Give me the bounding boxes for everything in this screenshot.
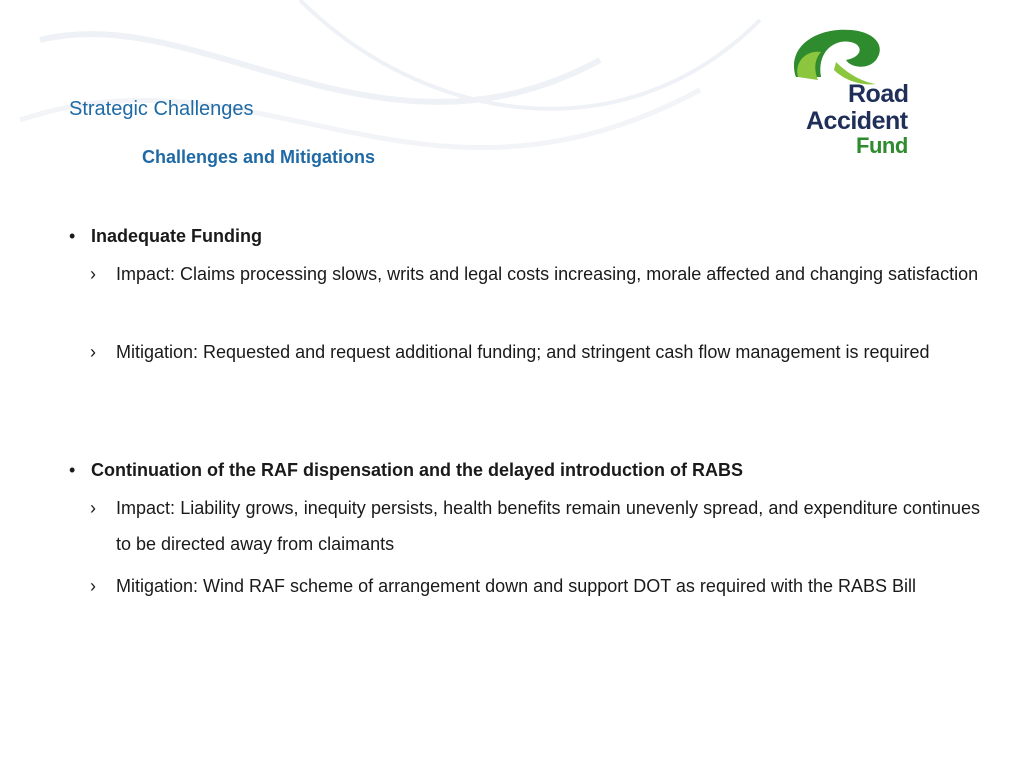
list-item-text: Mitigation: Wind RAF scheme of arrangement down and support DOT as required with the RABS Bill [116, 576, 917, 596]
logo-road-text: Road [848, 80, 909, 108]
chevron-right-icon: › [90, 576, 96, 596]
page-title: Strategic Challenges [69, 98, 254, 120]
road-accident-fund-logo [776, 22, 926, 162]
chevron-right-icon: › [90, 342, 96, 362]
list-item [90, 256, 980, 292]
bullet-icon: • [69, 226, 76, 246]
list-item [90, 490, 980, 562]
chevron-right-icon: › [90, 498, 96, 518]
list-item-text: Mitigation: Requested and request additional funding; and stringent cash flow management is required [116, 342, 930, 362]
section-heading [69, 460, 743, 481]
page-subtitle: Challenges and Mitigations [142, 147, 376, 167]
list-item-text: Impact: Claims processing slows, writs and legal costs increasing, morale affected and changing satisfaction [116, 264, 979, 284]
logo-accident-text: Accident [806, 107, 908, 135]
list-item-text: Impact: Liability grows, inequity persists, health benefits remain unevenly spread, and expenditure continues to be directed away from claimants [116, 498, 980, 554]
list-item [90, 568, 980, 604]
chevron-right-icon: › [90, 264, 96, 284]
section-heading [69, 226, 262, 247]
list-item [90, 334, 980, 370]
section-heading-text: Inadequate Funding [91, 226, 262, 246]
section-heading-text: Continuation of the RAF dispensation and the delayed introduction of RABS [91, 460, 743, 480]
logo-fund-text: Fund [856, 133, 908, 158]
bullet-icon: • [69, 460, 76, 480]
